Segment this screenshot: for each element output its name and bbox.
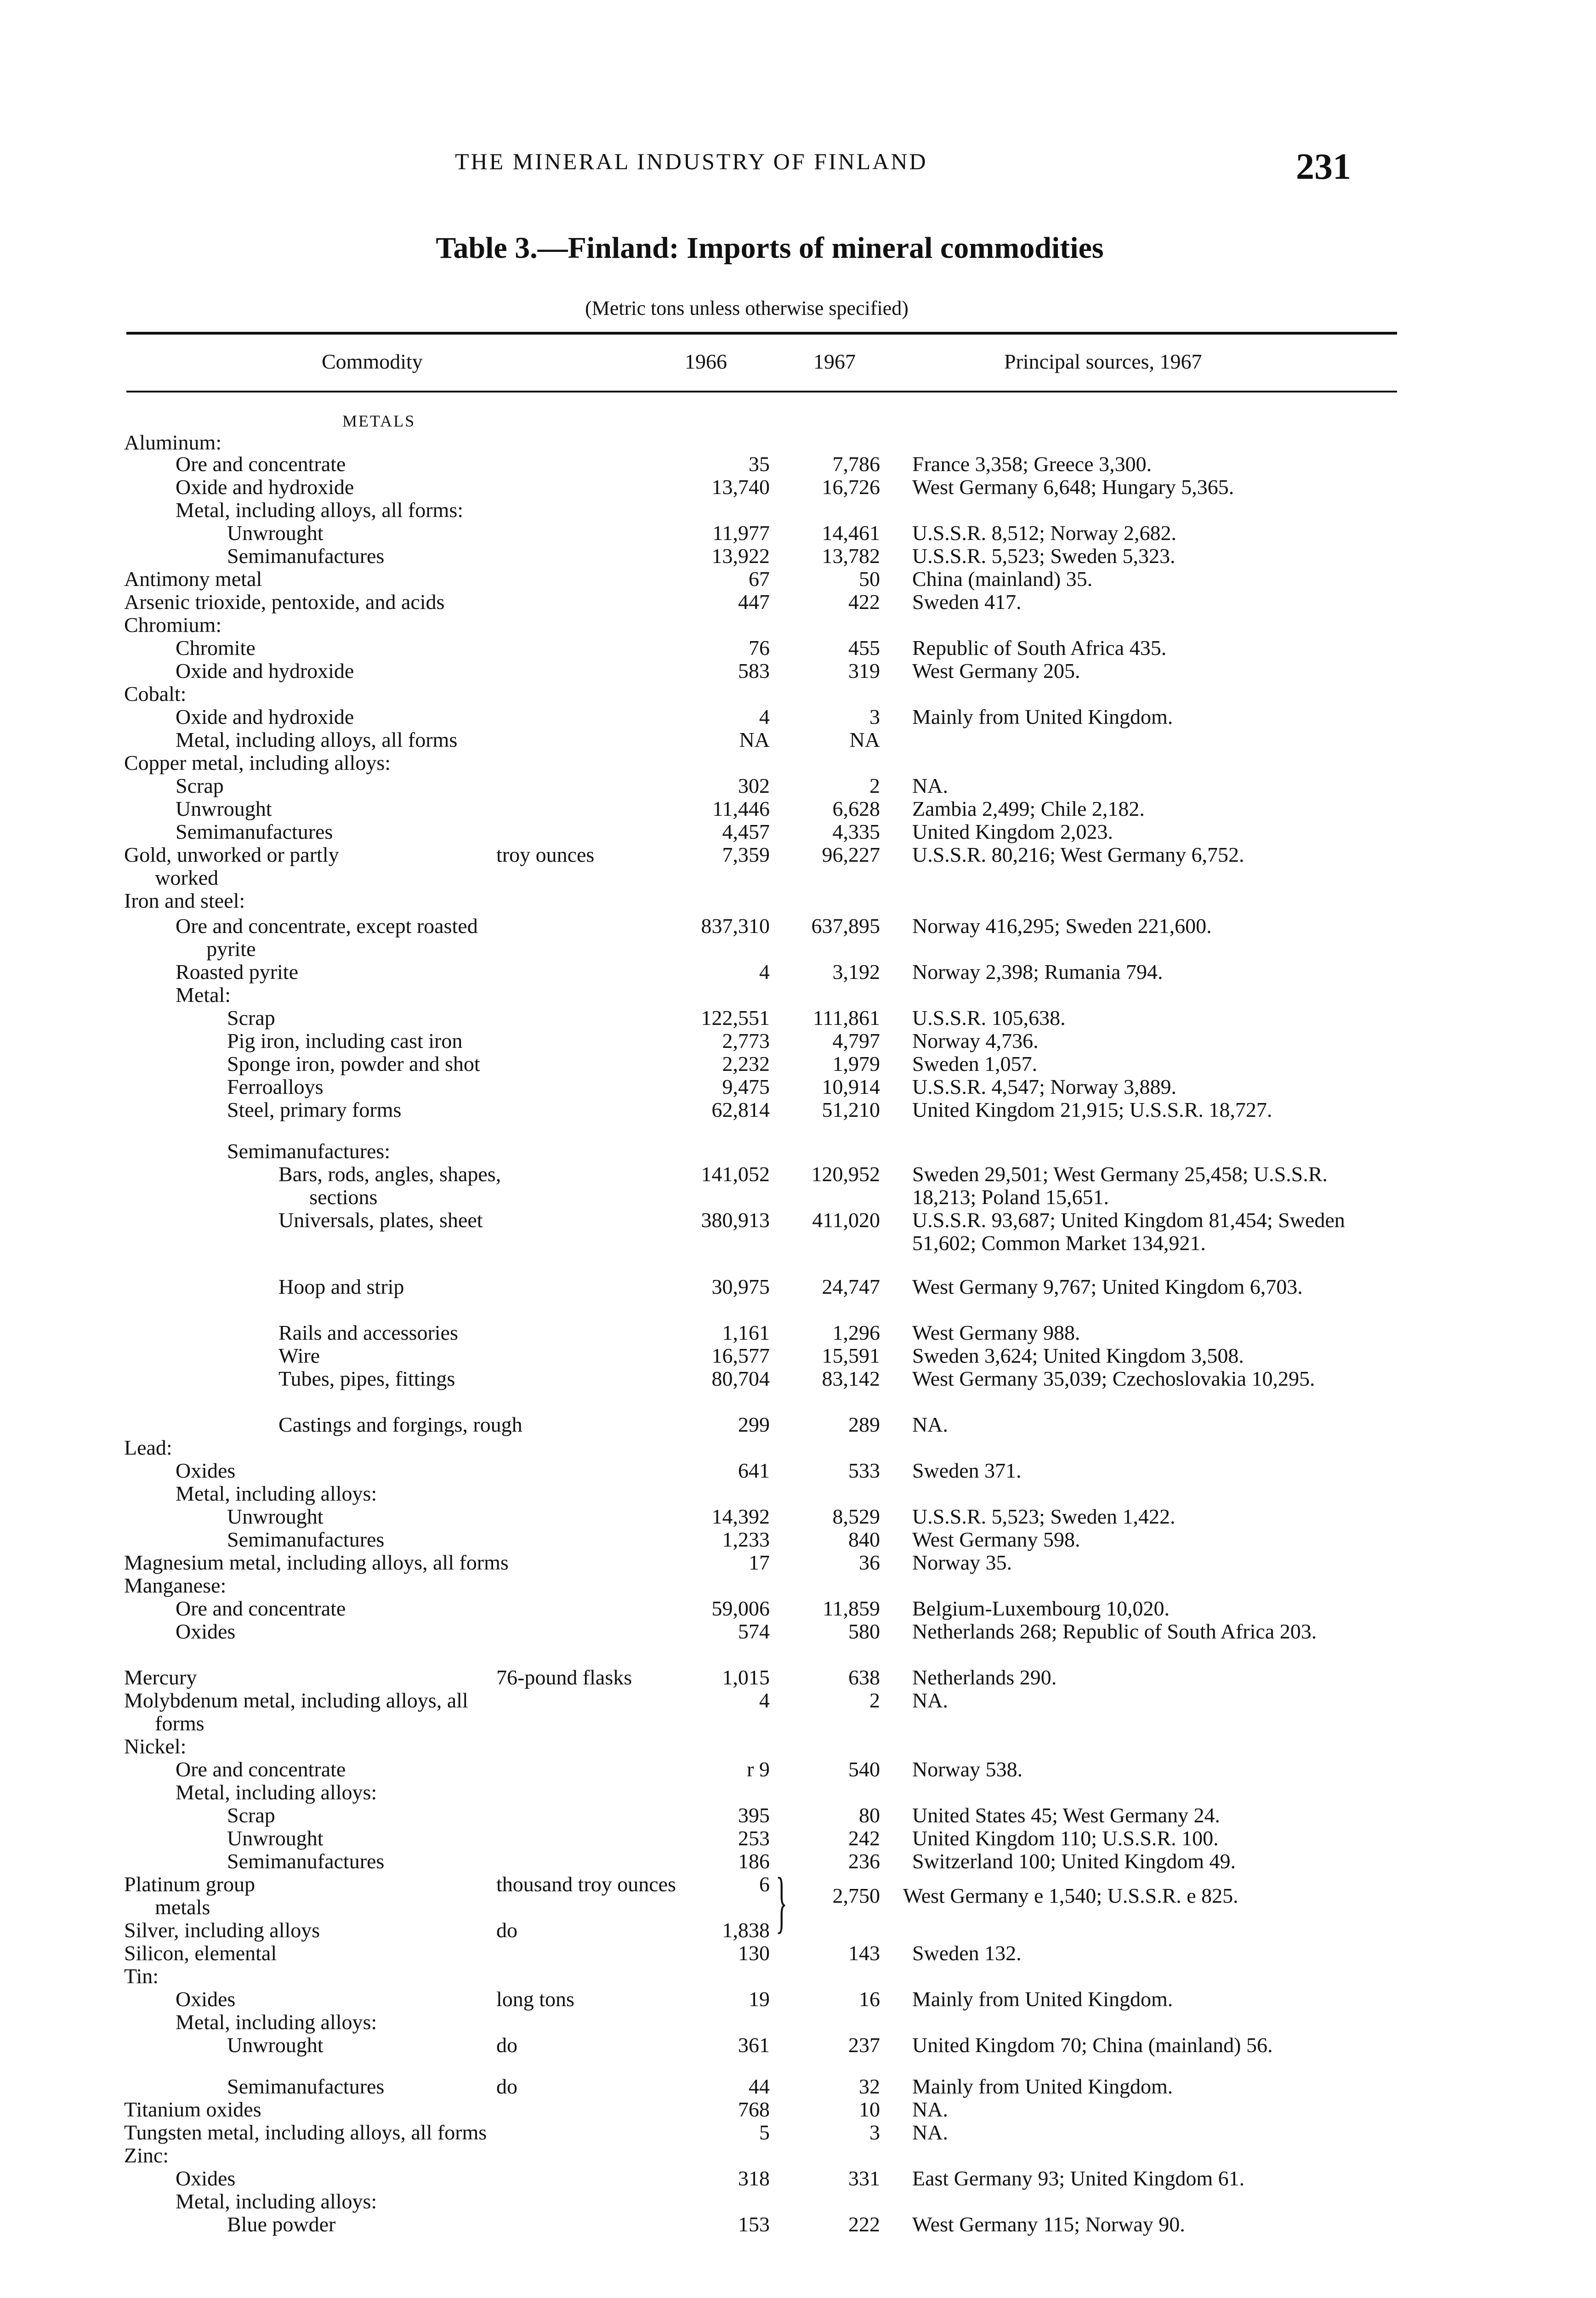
principal-sources: U.S.S.R. 93,687; United Kingdom 81,454; Sweden 51,602; Common Market 134,921. [912, 1208, 1345, 1255]
principal-sources: Sweden 29,501; West Germany 25,458; U.S.S.R. 18,213; Poland 15,651. [912, 1162, 1328, 1209]
commodity-name: Unwrought [227, 1505, 324, 1528]
value-1966: 583 [738, 659, 770, 683]
commodity-name: Ore and concentrate [176, 452, 346, 476]
value-1967: 2 [869, 774, 880, 797]
commodity-name: Tungsten metal, including alloys, all forms [124, 2121, 487, 2144]
value-1967: 10 [859, 2098, 880, 2121]
commodity-name: sections [309, 1185, 378, 1209]
commodity-name: Unwrought [176, 797, 272, 820]
value-1966: 4,457 [722, 820, 770, 843]
unit-label: long tons [496, 1987, 574, 2011]
principal-sources: U.S.S.R. 5,523; Sweden 5,323. [912, 544, 1176, 568]
commodity-name: Tin: [124, 1964, 159, 1988]
principal-sources: France 3,358; Greece 3,300. [912, 452, 1152, 476]
principal-sources: U.S.S.R. 8,512; Norway 2,682. [912, 521, 1177, 545]
running-head: THE MINERAL INDUSTRY OF FINLAND [455, 148, 928, 174]
value-1966: 299 [738, 1413, 770, 1436]
value-1966: 395 [738, 1803, 770, 1827]
value-1966: 2,232 [722, 1052, 770, 1075]
commodity-name: Oxides [176, 1987, 236, 2011]
value-1967: 242 [848, 1826, 880, 1850]
value-1966: 837,310 [701, 914, 770, 938]
commodity-name: Gold, unworked or partly [124, 843, 339, 866]
commodity-name: Oxide and hydroxide [176, 659, 354, 683]
principal-sources: Sweden 371. [912, 1459, 1022, 1482]
value-1966: 30,975 [711, 1275, 770, 1298]
principal-sources: West Germany 205. [912, 659, 1080, 683]
value-1967: 2 [869, 1689, 880, 1712]
value-1967: 15,591 [822, 1344, 880, 1367]
value-1967: 50 [859, 567, 880, 591]
value-1966: 67 [749, 567, 770, 591]
principal-sources: Belgium-Luxembourg 10,020. [912, 1597, 1170, 1620]
commodity-name: Metal, including alloys, all forms: [176, 498, 464, 522]
commodity-name: Magnesium metal, including alloys, all forms [124, 1551, 509, 1574]
value-1967: 4,335 [832, 820, 880, 843]
commodity-name: Platinum group [124, 1872, 255, 1896]
value-1967: 638 [848, 1666, 880, 1689]
value-1966: 2,773 [722, 1029, 770, 1052]
principal-sources: Sweden 132. [912, 1941, 1022, 1965]
commodity-name: Tubes, pipes, fittings [278, 1367, 455, 1390]
commodity-name: Chromium: [124, 613, 222, 637]
value-1967: 111,861 [812, 1006, 880, 1030]
commodity-name: Roasted pyrite [176, 960, 298, 984]
value-1967: 580 [848, 1620, 880, 1643]
value-1966: 768 [738, 2098, 770, 2121]
value-1966: 574 [738, 1620, 770, 1643]
value-1967: 840 [848, 1528, 880, 1551]
value-1967: 11,859 [823, 1597, 880, 1620]
value-1967: 14,461 [822, 521, 880, 545]
principal-sources: U.S.S.R. 4,547; Norway 3,889. [912, 1075, 1177, 1098]
value-1966: 4 [759, 705, 770, 728]
value-1966: 5 [759, 2121, 770, 2144]
table-title: Table 3.—Finland: Imports of mineral commodities [436, 231, 1104, 265]
value-1966: 1,233 [722, 1528, 770, 1551]
commodity-name: Semimanufactures [227, 2075, 385, 2098]
commodity-name: Blue powder [227, 2213, 336, 2236]
value-1966: 13,740 [711, 475, 770, 499]
commodity-name: Metal, including alloys: [176, 1482, 377, 1505]
commodity-name: Semimanufactures [227, 1849, 385, 1873]
principal-sources: NA. [912, 2121, 948, 2144]
principal-sources: United States 45; West Germany 24. [912, 1803, 1221, 1827]
principal-sources: West Germany 988. [912, 1321, 1080, 1344]
principal-sources: United Kingdom 21,915; U.S.S.R. 18,727. [912, 1098, 1272, 1121]
commodity-name: forms [155, 1712, 204, 1735]
value-1966: 11,446 [712, 797, 770, 820]
value-1967: 13,782 [822, 544, 880, 568]
commodity-name: Oxide and hydroxide [176, 705, 354, 728]
commodity-name: Zinc: [124, 2144, 169, 2167]
commodity-name: Oxide and hydroxide [176, 475, 354, 499]
commodity-name: Steel, primary forms [227, 1098, 402, 1121]
principal-sources: Norway 2,398; Rumania 794. [912, 960, 1163, 984]
table-subtitle: (Metric tons unless otherwise specified) [585, 297, 909, 319]
principal-sources: Mainly from United Kingdom. [912, 1987, 1173, 2011]
value-1967: 455 [848, 636, 880, 660]
commodity-name: metals [155, 1895, 210, 1919]
value-1967: 3 [869, 2121, 880, 2144]
commodity-name: Cobalt: [124, 682, 187, 705]
value-1967: 289 [848, 1413, 880, 1436]
commodity-name: Scrap [176, 774, 224, 797]
value-1966: r 9 [747, 1758, 770, 1781]
principal-sources: West Germany 6,648; Hungary 5,365. [912, 475, 1234, 499]
principal-sources: United Kingdom 2,023. [912, 820, 1113, 843]
principal-sources: China (mainland) 35. [912, 567, 1093, 591]
principal-sources: West Germany 115; Norway 90. [912, 2213, 1185, 2236]
value-1966: 76 [749, 636, 770, 660]
value-1967: 637,895 [811, 914, 880, 938]
value-1966: 253 [738, 1826, 770, 1850]
commodity-name: Silver, including alloys [124, 1918, 320, 1942]
principal-sources: Netherlands 268; Republic of South Africa 203. [912, 1620, 1317, 1643]
value-1967: 24,747 [822, 1275, 880, 1298]
principal-sources: NA. [912, 1689, 948, 1712]
value-1967: 143 [848, 1941, 880, 1965]
value-1967: 120,952 [811, 1162, 880, 1186]
commodity-name: Copper metal, including alloys: [124, 751, 391, 774]
value-1966: 153 [738, 2213, 770, 2236]
principal-sources: NA. [912, 1413, 948, 1436]
commodity-name: Bars, rods, angles, shapes, [278, 1162, 501, 1186]
principal-sources: Netherlands 290. [912, 1666, 1057, 1689]
value-1967: 32 [859, 2075, 880, 2098]
commodity-name: Ferroalloys [227, 1075, 324, 1098]
value-1967: 7,786 [832, 452, 880, 476]
commodity-name: Metal: [176, 983, 231, 1007]
commodity-name: Hoop and strip [278, 1275, 404, 1298]
commodity-name: Pig iron, including cast iron [227, 1029, 463, 1052]
value-1966: 7,359 [722, 843, 770, 866]
value-1966: 122,551 [701, 1006, 770, 1030]
value-1967: 236 [848, 1849, 880, 1873]
commodity-name: pyrite [206, 937, 256, 961]
commodity-name: Metal, including alloys: [176, 2190, 377, 2213]
commodity-name: Semimanufactures [176, 820, 333, 843]
principal-sources: Norway 35. [912, 1551, 1012, 1574]
principal-sources: NA. [912, 774, 948, 797]
value-1966: 318 [738, 2167, 770, 2190]
commodity-name: Oxides [176, 1459, 236, 1482]
page-number: 231 [1296, 147, 1351, 187]
unit-label: do [496, 2033, 517, 2057]
value-1967: 222 [848, 2213, 880, 2236]
commodity-name: Manganese: [124, 1574, 227, 1597]
shared-value-1967: 2,750 [832, 1884, 880, 1907]
commodity-name: Antimony metal [124, 567, 262, 591]
unit-label: thousand troy ounces [496, 1872, 676, 1896]
commodity-name: Sponge iron, powder and shot [227, 1052, 480, 1075]
commodity-name: Ore and concentrate, except roasted [176, 914, 478, 938]
commodity-name: Unwrought [227, 521, 324, 545]
principal-sources: West Germany 35,039; Czechoslovakia 10,295. [912, 1367, 1315, 1390]
value-1966: NA [739, 728, 770, 751]
commodity-name: Silicon, elemental [124, 1941, 277, 1965]
value-1967: 4,797 [832, 1029, 880, 1052]
section-heading-metals: METALS [342, 412, 416, 430]
value-1967: NA [849, 728, 880, 751]
principal-sources: U.S.S.R. 5,523; Sweden 1,422. [912, 1505, 1176, 1528]
principal-sources: Switzerland 100; United Kingdom 49. [912, 1849, 1236, 1873]
value-1966: 11,977 [712, 521, 770, 545]
commodity-name: Ore and concentrate [176, 1597, 346, 1620]
value-1966: 130 [738, 1941, 770, 1965]
value-1966: 13,922 [711, 544, 770, 568]
value-1966: 141,052 [701, 1162, 770, 1186]
value-1966: 62,814 [711, 1098, 770, 1121]
commodity-name: Metal, including alloys: [176, 1780, 377, 1804]
commodity-name: Semimanufactures [227, 544, 385, 568]
value-1967: 36 [859, 1551, 880, 1574]
principal-sources: Mainly from United Kingdom. [912, 2075, 1173, 2098]
value-1967: 3,192 [832, 960, 880, 984]
value-1966: 186 [738, 1849, 770, 1873]
principal-sources: West Germany 598. [912, 1528, 1080, 1551]
principal-sources: Norway 4,736. [912, 1029, 1039, 1052]
value-1966: 35 [749, 452, 770, 476]
principal-sources: Norway 416,295; Sweden 221,600. [912, 914, 1212, 938]
commodity-name: Metal, including alloys, all forms [176, 728, 458, 751]
value-1967: 331 [848, 2167, 880, 2190]
value-1966: 59,006 [711, 1597, 770, 1620]
unit-label: 76-pound flasks [496, 1666, 632, 1689]
principal-sources: Norway 538. [912, 1758, 1023, 1781]
value-1966: 14,392 [711, 1505, 770, 1528]
principal-sources: Sweden 3,624; United Kingdom 3,508. [912, 1344, 1244, 1367]
commodity-name: Semimanufactures [227, 1528, 385, 1551]
commodity-name: Arsenic trioxide, pentoxide, and acids [124, 590, 445, 614]
value-1966: 80,704 [711, 1367, 770, 1390]
value-1967: 422 [848, 590, 880, 614]
value-1967: 16,726 [822, 475, 880, 499]
commodity-name: Rails and accessories [278, 1321, 458, 1344]
value-1966: 4 [759, 960, 770, 984]
value-1966: 1,161 [722, 1321, 770, 1344]
value-1967: 16 [859, 1987, 880, 2011]
commodity-name: Scrap [227, 1006, 275, 1030]
value-1967: 540 [848, 1758, 880, 1781]
value-1966: 1,015 [722, 1666, 770, 1689]
value-1967: 83,142 [822, 1367, 880, 1390]
value-1967: 237 [848, 2033, 880, 2057]
value-1967: 533 [848, 1459, 880, 1482]
value-1967: 411,020 [812, 1208, 880, 1232]
commodity-name: worked [155, 866, 219, 889]
value-1966: 302 [738, 774, 770, 797]
value-1966: 17 [749, 1551, 770, 1574]
value-1966: 4 [759, 1689, 770, 1712]
commodity-name: Aluminum: [124, 431, 222, 454]
value-1967: 80 [859, 1803, 880, 1827]
commodity-name: Metal, including alloys: [176, 2010, 377, 2034]
principal-sources: NA. [912, 2098, 948, 2121]
commodity-name: Titanium oxides [124, 2098, 261, 2121]
commodity-name: Semimanufactures: [227, 1139, 391, 1163]
value-1966: 6 [759, 1872, 770, 1896]
value-1967: 319 [848, 659, 880, 683]
value-1966: 447 [738, 590, 770, 614]
value-1967: 3 [869, 705, 880, 728]
value-1966: 44 [749, 2075, 770, 2098]
principal-sources: Mainly from United Kingdom. [912, 705, 1173, 728]
unit-label: do [496, 1918, 517, 1942]
principal-sources: East Germany 93; United Kingdom 61. [912, 2167, 1245, 2190]
shared-source: West Germany e 1,540; U.S.S.R. e 825. [903, 1884, 1238, 1907]
column-header-1967: 1967 [813, 350, 856, 373]
unit-label: do [496, 2075, 517, 2098]
value-1966: 1,838 [722, 1918, 770, 1942]
commodity-name: Iron and steel: [124, 889, 245, 912]
principal-sources: Sweden 1,057. [912, 1052, 1038, 1075]
value-1967: 1,296 [832, 1321, 880, 1344]
value-1967: 51,210 [822, 1098, 880, 1121]
value-1966: 16,577 [711, 1344, 770, 1367]
value-1967: 6,628 [832, 797, 880, 820]
commodity-name: Unwrought [227, 1826, 324, 1850]
unit-label: troy ounces [496, 843, 595, 866]
commodity-name: Wire [278, 1344, 320, 1367]
principal-sources: West Germany 9,767; United Kingdom 6,703. [912, 1275, 1303, 1298]
value-1967: 1,979 [832, 1052, 880, 1075]
value-1966: 380,913 [701, 1208, 770, 1232]
principal-sources: U.S.S.R. 105,638. [912, 1006, 1066, 1030]
column-header-commodity: Commodity [322, 350, 423, 373]
value-1967: 8,529 [832, 1505, 880, 1528]
value-1966: 19 [749, 1987, 770, 2011]
commodity-name: Scrap [227, 1803, 275, 1827]
commodity-name: Chromite [176, 636, 256, 660]
value-1966: 9,475 [722, 1075, 770, 1098]
commodity-name: Ore and concentrate [176, 1758, 346, 1781]
value-1966: 361 [738, 2033, 770, 2057]
principal-sources: U.S.S.R. 80,216; West Germany 6,752. [912, 843, 1244, 866]
principal-sources: Zambia 2,499; Chile 2,182. [912, 797, 1145, 820]
principal-sources: Republic of South Africa 435. [912, 636, 1167, 660]
commodity-name: Castings and forgings, rough [278, 1413, 523, 1436]
column-header-sources: Principal sources, 1967 [1004, 350, 1202, 373]
commodity-name: Nickel: [124, 1735, 187, 1758]
commodity-name: Oxides [176, 2167, 236, 2190]
principal-sources: United Kingdom 70; China (mainland) 56. [912, 2033, 1273, 2057]
commodity-name: Lead: [124, 1436, 172, 1459]
principal-sources: United Kingdom 110; U.S.S.R. 100. [912, 1826, 1219, 1850]
column-header-1966: 1966 [685, 350, 727, 373]
commodity-name: Mercury [124, 1666, 197, 1689]
principal-sources: Sweden 417. [912, 590, 1022, 614]
value-1967: 10,914 [822, 1075, 880, 1098]
commodity-name: Molybdenum metal, including alloys, all [124, 1689, 468, 1712]
value-1966: 641 [738, 1459, 770, 1482]
brace-icon: } [776, 1864, 788, 1940]
value-1967: 96,227 [822, 843, 880, 866]
commodity-name: Universals, plates, sheet [278, 1208, 483, 1232]
commodity-name: Oxides [176, 1620, 236, 1643]
commodity-name: Unwrought [227, 2033, 324, 2057]
